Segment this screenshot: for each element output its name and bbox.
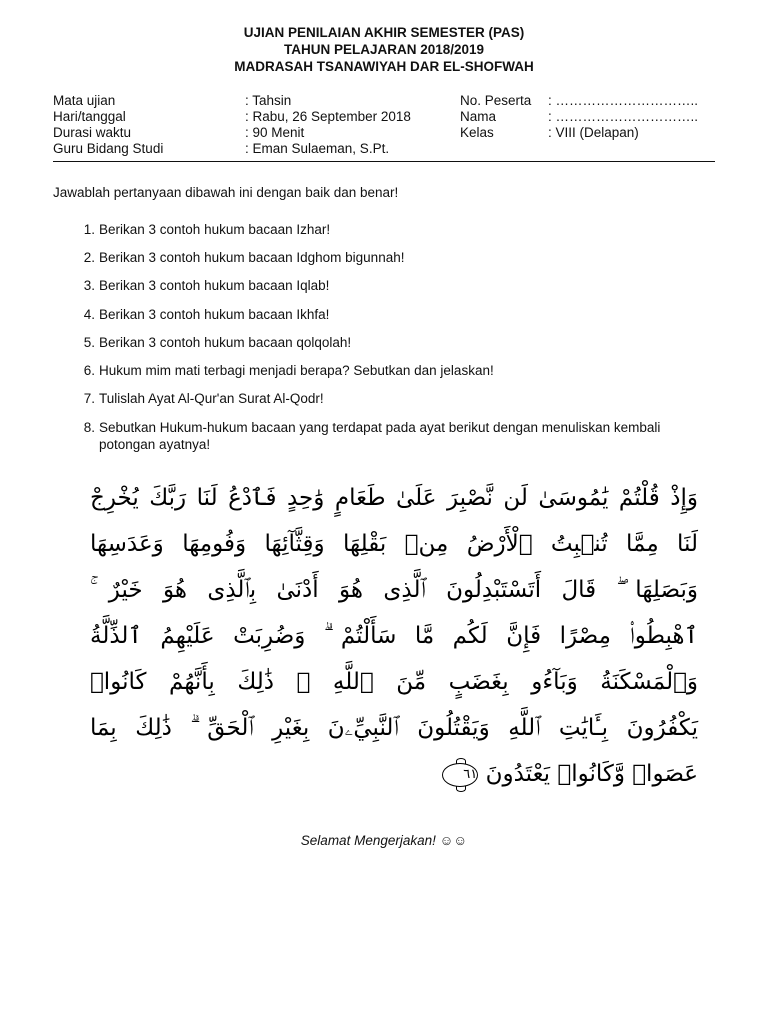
question-text: Berikan 3 contoh hukum bacaan Izhar! bbox=[99, 222, 331, 237]
verse-line: يَكْفُرُونَ بِـَٔايَٰتِ ٱللَّهِ وَيَقْتُلُونَ ٱلنَّبِيِّۦنَ بِغَيْرِ ٱلْحَقِّ ۗ ذَٰلِكَ بِمَا bbox=[90, 715, 698, 741]
duration-label: Durasi waktu bbox=[53, 125, 132, 140]
verse-line: وَإِذْ قُلْتُمْ يَٰمُوسَىٰ لَن نَّصْبِرَ عَلَىٰ طَعَامٍ وَٰحِدٍ فَٱدْعُ لَنَا رَبَّكَ يُخْرِجْ bbox=[90, 485, 698, 511]
duration-value: : 90 Menit bbox=[245, 125, 305, 140]
subject-value: : Tahsin bbox=[245, 93, 292, 108]
exam-header bbox=[0, 24, 768, 75]
class-label: Kelas bbox=[460, 125, 494, 140]
verse-line: وَبَصَلِهَا ۖ قَالَ أَتَسْتَبْدِلُونَ ٱلَّذِى هُوَ أَدْنَىٰ بِٱلَّذِى هُوَ خَيْرٌ ۚ bbox=[90, 577, 698, 603]
verse-line: لَنَا مِمَّا تُنۢبِتُ ٱلْأَرْضُ مِنۢ بَقْلِهَا وَقِثَّآئِهَا وَفُومِهَا وَعَدَسِهَا bbox=[90, 531, 698, 557]
info-row bbox=[53, 109, 715, 125]
question-number: 6. bbox=[83, 363, 95, 378]
verse-line: وَٱلْمَسْكَنَةُ وَبَآءُو بِغَضَبٍ مِّنَ ٱللَّهِ ۗ ذَٰلِكَ بِأَنَّهُمْ كَانُوا۟ bbox=[90, 669, 698, 695]
question-number: 8. bbox=[83, 420, 95, 435]
verse-line-last bbox=[90, 751, 698, 797]
question-text: Berikan 3 contoh hukum bacaan qolqolah! bbox=[99, 335, 352, 350]
info-row bbox=[53, 141, 715, 157]
ayah-number: ٦١ bbox=[463, 766, 478, 782]
date-value: : Rabu, 26 September 2018 bbox=[245, 109, 411, 124]
date-label: Hari/tanggal bbox=[53, 109, 126, 124]
ayah-end-marker-icon bbox=[442, 763, 478, 787]
teacher-label: Guru Bidang Studi bbox=[53, 141, 164, 156]
question-text: Sebutkan Hukum-hukum bacaan yang terdapat pada ayat berikut dengan menuliskan kembali potongan ayatnya! bbox=[99, 420, 661, 452]
verse-line: ٱهْبِطُوا۟ مِصْرًا فَإِنَّ لَكُم مَّا سَأَلْتُمْ ۗ وَضُرِبَتْ عَلَيْهِمُ ٱلذِّلَّةُ bbox=[90, 623, 698, 649]
question-text: Tulislah Ayat Al-Qur'an Surat Al-Qodr! bbox=[99, 391, 324, 406]
exam-title: UJIAN PENILAIAN AKHIR SEMESTER (PAS) bbox=[243, 25, 525, 40]
question-text: Berikan 3 contoh hukum bacaan Idghom bigunnah! bbox=[99, 250, 405, 265]
subject-label: Mata ujian bbox=[53, 93, 116, 108]
instruction-text: Jawablah pertanyaan dibawah ini dengan baik dan benar! bbox=[53, 185, 399, 200]
info-row bbox=[53, 125, 715, 141]
closing-message: Selamat Mengerjakan! ☺☺ bbox=[300, 833, 468, 848]
question-text: Berikan 3 contoh hukum bacaan Iqlab! bbox=[99, 278, 330, 293]
academic-year: TAHUN PELAJARAN 2018/2019 bbox=[283, 42, 485, 57]
info-row bbox=[53, 93, 715, 109]
question-number: 7. bbox=[83, 391, 95, 406]
exam-info bbox=[53, 93, 715, 157]
question-text: Hukum mim mati terbagi menjadi berapa? Sebutkan dan jelaskan! bbox=[99, 363, 494, 378]
class-value: : VIII (Delapan) bbox=[548, 125, 639, 140]
quran-verse bbox=[90, 475, 698, 797]
school-name: MADRASAH TSANAWIYAH DAR EL-SHOFWAH bbox=[234, 59, 534, 74]
question-text: Berikan 3 contoh hukum bacaan Ikhfa! bbox=[99, 307, 330, 322]
verse-line-text: عَصَوا۟ وَّكَانُوا۟ يَعْتَدُونَ bbox=[485, 761, 698, 787]
question-number: 1. bbox=[83, 222, 95, 237]
question-number: 5. bbox=[83, 335, 95, 350]
question-number: 2. bbox=[83, 250, 95, 265]
header-divider bbox=[53, 161, 715, 162]
name-label: Nama bbox=[460, 109, 497, 124]
name-field[interactable]: : ………………………….. bbox=[548, 109, 699, 124]
participant-number-label: No. Peserta bbox=[460, 93, 532, 108]
question-number: 3. bbox=[83, 278, 95, 293]
participant-number-field[interactable]: : ………………………….. bbox=[548, 93, 699, 108]
teacher-value: : Eman Sulaeman, S.Pt. bbox=[245, 141, 390, 156]
question-number: 4. bbox=[83, 307, 95, 322]
